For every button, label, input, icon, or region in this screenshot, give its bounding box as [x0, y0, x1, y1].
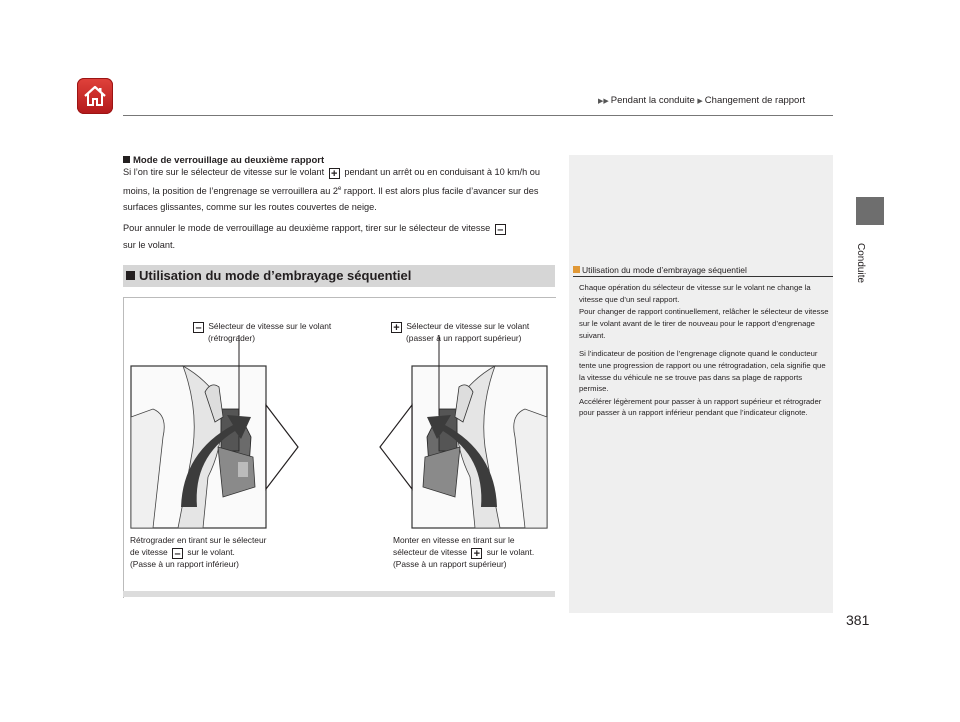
note-paragraph: Pour changer de rapport continuellement, relâcher le sélecteur de vitesse sur le volant avant de le tirer de nouveau pour le rapport d’engrenage suivant.	[579, 307, 829, 340]
section-title: Utilisation du mode d’embrayage séquentiel	[139, 268, 412, 283]
plus-paddle-icon: +	[329, 168, 340, 179]
caption-upshift: Monter en vitesse en tirant sur le sélecteur de vitesse + sur le volant. (Passe à un rapport supérieur)	[393, 535, 535, 569]
note-body	[579, 282, 829, 426]
minus-paddle-icon: –	[495, 224, 506, 235]
header-divider	[123, 115, 833, 116]
caption-downshift: Rétrograder en tirant sur le sélecteur de vitesse – sur le volant. (Passe à un rapport inférieur)	[130, 535, 267, 569]
bullet-square-icon	[126, 271, 135, 280]
section-header	[123, 265, 555, 287]
label-downshift-paddle: – Sélecteur de vitesse sur le volant (rétrograder)	[191, 321, 331, 345]
breadcrumb-item-driving[interactable]: Pendant la conduite	[610, 95, 695, 106]
plus-paddle-icon: +	[471, 548, 482, 559]
note-divider	[573, 276, 833, 277]
home-icon	[82, 83, 108, 109]
note-reference-icon	[573, 266, 580, 273]
right-outline-arrow	[380, 405, 412, 489]
chapter-tab[interactable]	[856, 197, 884, 225]
page-number: 381	[846, 612, 870, 628]
chapter-tab-label: Conduite	[855, 243, 866, 284]
breadcrumb-item-shifting[interactable]: Changement de rapport	[704, 95, 806, 106]
plus-paddle-icon: +	[391, 322, 402, 333]
minus-paddle-icon: –	[193, 322, 204, 333]
paragraph-cancel-second-gear: Pour annuler le mode de verrouillage au deuxième rapport, tirer sur le sélecteur de vitesse – sur le volant.	[123, 220, 555, 253]
minus-paddle-icon: –	[172, 548, 183, 559]
breadcrumb-arrow-icon: ▶▶	[598, 98, 609, 105]
note-title: Utilisation du mode d’embrayage séquentiel	[573, 265, 747, 275]
home-button[interactable]	[77, 78, 113, 114]
subsection-title: Mode de verrouillage au deuxième rapport	[123, 155, 324, 166]
paragraph-second-gear-lock: Si l’on tire sur le sélecteur de vitesse sur le volant + pendant un arrêt ou en conduisant à 10 km/h ou moins, la position de l’engrenage se verrouillera au 2e rapport. Il est alors plus facile d’avancer sur des surfaces glissantes, comme sur les routes couvertes de neige.	[123, 167, 540, 213]
note-paragraph: Chaque opération du sélecteur de vitesse sur le volant ne change la vitesse que d’un seul rapport.	[579, 283, 811, 304]
right-hand-illustration	[412, 366, 547, 528]
breadcrumb-arrow-icon: ▶	[697, 98, 703, 105]
label-upshift-paddle: + Sélecteur de vitesse sur le volant (passer à un rapport supérieur)	[389, 321, 529, 345]
left-hand-illustration	[131, 366, 266, 528]
left-outline-arrow-head	[266, 405, 298, 489]
breadcrumb	[598, 95, 805, 106]
bullet-square-icon	[123, 156, 130, 163]
note-paragraph: Accélérer légèrement pour passer à un rapport supérieur et rétrograder pour passer à un rapport inférieur pendant que l’indicateur clignote.	[579, 396, 822, 418]
note-paragraph: Si l’indicateur de position de l’engrenage clignote quand le conducteur tente une progression de rapport ou une rétrogradation, cela signifie que la vitesse du véhicule ne se trouve pas dans sa plage de rapports permise.	[579, 348, 826, 394]
